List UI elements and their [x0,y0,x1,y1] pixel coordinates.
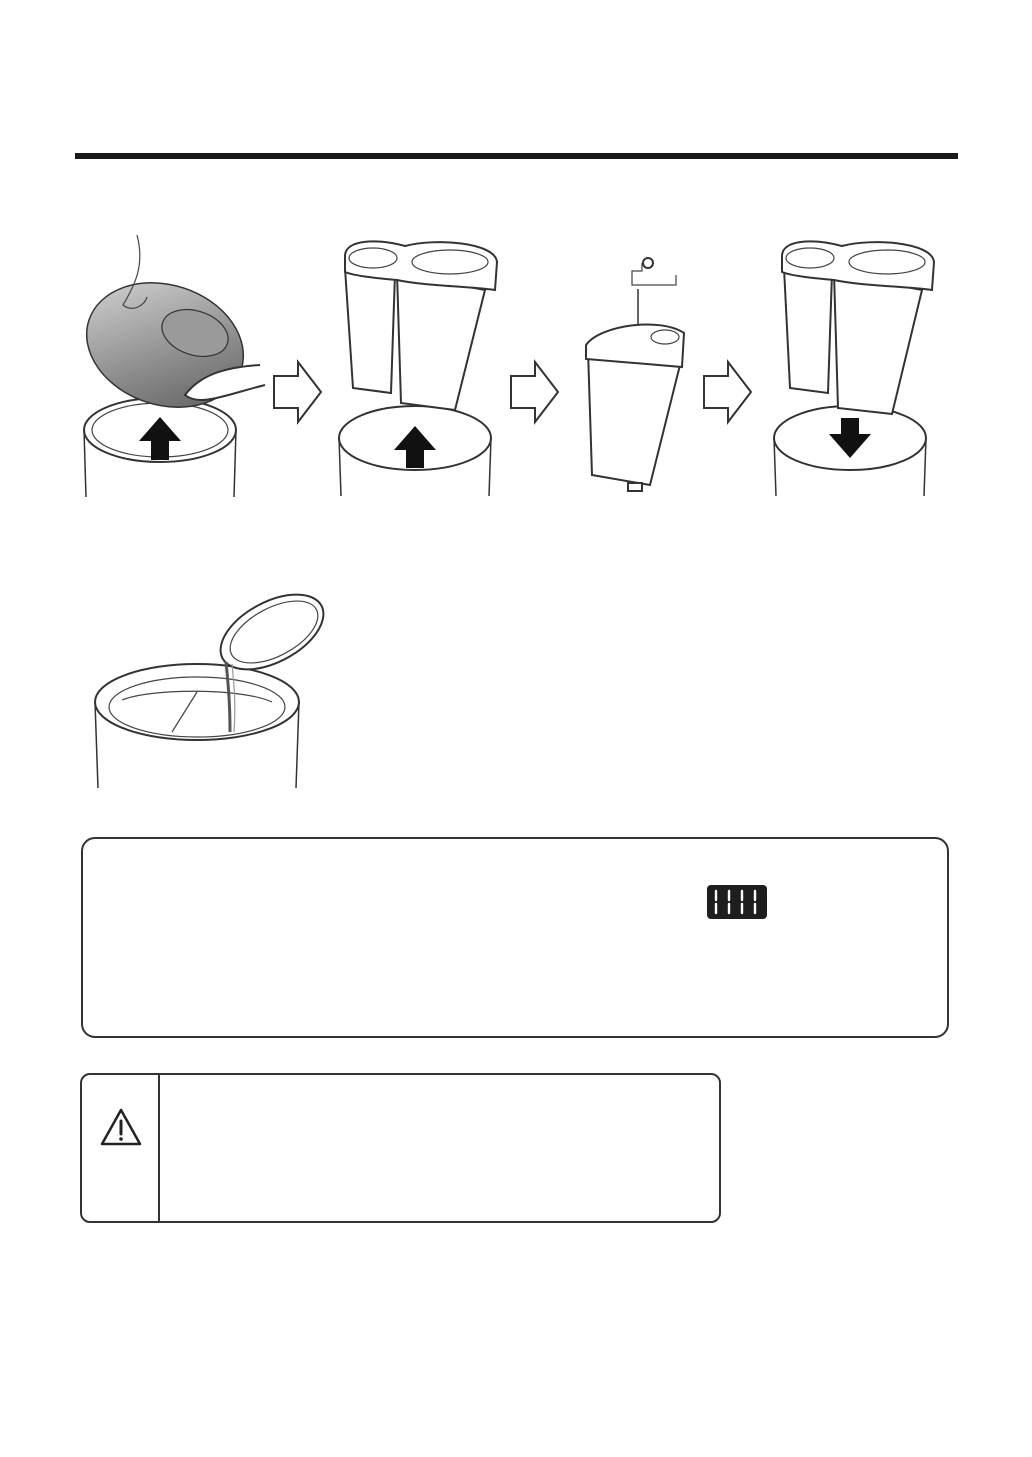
remove-lid-illustration [75,235,275,500]
warning-icon-column [82,1075,160,1221]
reinsert-tanks-illustration [770,228,940,500]
lift-tanks-illustration [335,228,500,500]
segment-display-icon [707,885,767,919]
warning-box [80,1073,721,1223]
next-step-arrow [703,360,753,424]
next-step-arrow [273,360,323,424]
heading-rule [75,153,958,159]
rinse-tank-illustration [580,255,690,495]
next-step-arrow [510,360,560,424]
note-box [81,837,949,1038]
warning-triangle-icon [100,1107,142,1147]
pour-water-illustration [92,592,332,792]
